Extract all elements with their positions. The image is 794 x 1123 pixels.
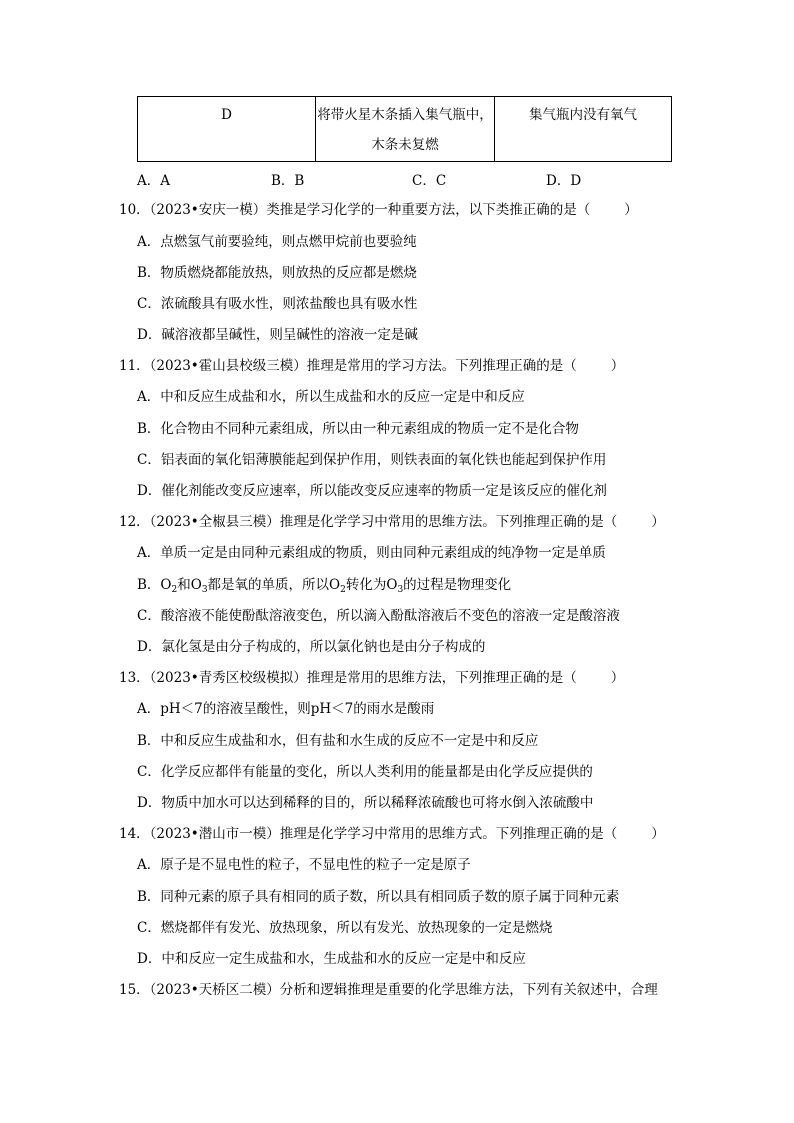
table-cell-operation-line2: 木条未复燃 (371, 137, 439, 153)
question-11-option-d[interactable]: D．催化剂能改变反应速率，所以能改变反应速率的物质一定是该反应的催化剂 (137, 483, 607, 499)
question-13-close-paren: ） (610, 670, 625, 686)
question-11-close-paren: ） (610, 358, 625, 374)
table-row (138, 97, 672, 162)
table-cell-operation (316, 97, 495, 162)
question-12-option-b[interactable]: B．$O_2$和$O_3$都是氧的单质，所以$O_2$转化为$O_3$的过程是物理变化 (137, 577, 512, 595)
question-14-option-b[interactable]: B．同种元素的原子具有相同的质子数，所以具有相同质子数的原子属于同种元素 (137, 889, 620, 905)
question-12-option-a[interactable]: A．单质一定是由同种元素组成的物质，则由同种元素组成的纯净物一定是单质 (137, 545, 606, 561)
choice-a[interactable]: A．A (137, 173, 170, 189)
question-13-stem (119, 668, 624, 688)
question-13-text: 13．（2023•青秀区校级模拟）推理是常用的思维方法，下列推理正确的是（ (119, 670, 577, 686)
option-table-fragment (137, 96, 672, 162)
table-cell-conclusion: 集气瓶内没有氧气 (495, 97, 672, 162)
question-10-option-d[interactable]: D．碱溶液都呈碱性，则呈碱性的溶液一定是碱 (137, 327, 418, 343)
q9-answer-choices (0, 169, 794, 189)
question-10-stem (119, 200, 638, 220)
question-14-option-d[interactable]: D．中和反应一定生成盐和水，生成盐和水的反应一定是中和反应 (137, 951, 526, 967)
choice-c[interactable]: C．C (412, 173, 447, 189)
question-10-option-c[interactable]: C．浓硫酸具有吸水性，则浓盐酸也具有吸水性 (137, 296, 418, 312)
question-11-option-b[interactable]: B．化合物由不同种元素组成，所以由一种元素组成的物质一定不是化合物 (137, 421, 579, 437)
question-13-option-c[interactable]: C．化学反应都伴有能量的变化，所以人类利用的能量都是由化学反应提供的 (137, 764, 593, 780)
question-12-option-d[interactable]: D．氯化氢是由分子构成的，所以氯化钠也是由分子构成的 (137, 639, 486, 655)
table-cell-option: D (138, 97, 316, 162)
question-14-option-a[interactable]: A．原子是不显电性的粒子，不显电性的粒子一定是原子 (137, 857, 471, 873)
question-14-close-paren: ） (651, 826, 665, 842)
choice-b[interactable]: B．B (271, 173, 305, 189)
question-11-option-a[interactable]: A．中和反应生成盐和水，所以生成盐和水的反应一定是中和反应 (137, 389, 525, 405)
question-15-stem: 15．（2023•天桥区二模）分析和逻辑推理是重要的化学思维方法，下列有关叙述中，合理 (119, 982, 658, 998)
choice-d[interactable]: D．D (546, 173, 582, 189)
question-14-option-c[interactable]: C．燃烧都伴有发光、放热现象，所以有发光、放热现象的一定是燃烧 (137, 920, 553, 936)
question-14-stem (119, 824, 665, 844)
question-13-option-b[interactable]: B．中和反应生成盐和水，但有盐和水生成的反应不一定是中和反应 (137, 733, 539, 749)
question-10-option-a[interactable]: A．点燃氢气前要验纯，则点燃甲烷前也要验纯 (137, 234, 417, 250)
question-11-stem (119, 356, 624, 376)
question-12-text: 12．（2023•全椒县三模）推理是化学学习中常用的思维方法。下列推理正确的是（ (119, 514, 618, 530)
question-12-stem (119, 512, 665, 532)
question-12-option-c[interactable]: C．酸溶液不能使酚酞溶液变色，所以滴入酚酞溶液后不变色的溶液一定是酸溶液 (137, 608, 620, 624)
table-cell-operation-line1: 将带火星木条插入集气瓶中， (317, 107, 493, 123)
question-13-option-d[interactable]: D．物质中加水可以达到稀释的目的，所以稀释浓硫酸也可将水倒入浓硫酸中 (137, 795, 594, 811)
question-11-option-c[interactable]: C．铝表面的氧化铝薄膜能起到保护作用，则铁表面的氧化铁也能起到保护作用 (137, 452, 607, 468)
question-14-text: 14．（2023•潜山市一模）推理是化学学习中常用的思维方式。下列推理正确的是（ (119, 826, 618, 842)
question-10-option-b[interactable]: B．物质燃烧都能放热，则放热的反应都是燃烧 (137, 265, 417, 281)
question-10-text: 10．（2023•安庆一模）类推是学习化学的一种重要方法，以下类推正确的是（ (119, 202, 591, 218)
question-13-option-a[interactable]: A．pH＜7的溶液呈酸性，则pH＜7的雨水是酸雨 (137, 701, 435, 717)
question-12-close-paren: ） (651, 514, 665, 530)
question-11-text: 11．（2023•霍山县校级三模）推理是常用的学习方法。下列推理正确的是（ (119, 358, 577, 374)
question-10-close-paren: ） (624, 202, 638, 218)
